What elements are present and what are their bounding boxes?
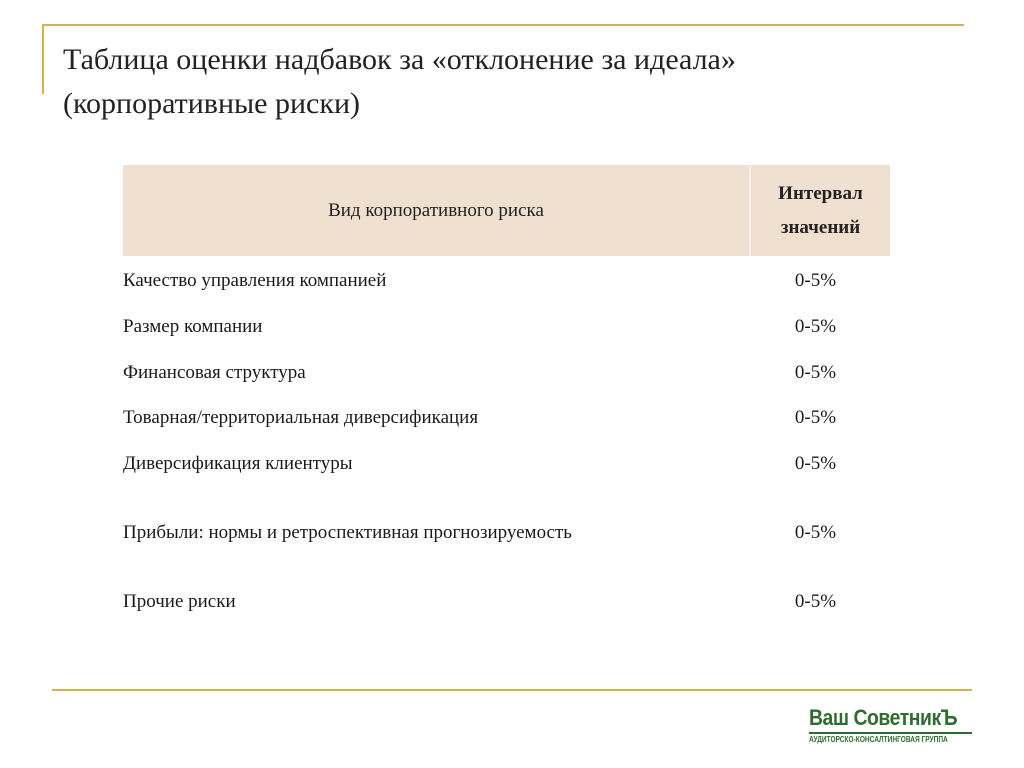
header-interval	[751, 165, 890, 256]
bottom-rule	[52, 689, 972, 691]
header-risk-type: Вид корпоративного риска	[328, 199, 544, 221]
header-interval-line-2: значений	[780, 216, 861, 238]
slide-title-line-1: Таблица оценки надбавок за «отклонение за идеала»	[63, 43, 736, 76]
table-row	[123, 518, 890, 548]
table-header	[123, 165, 890, 256]
table-row	[123, 587, 890, 617]
table-row	[123, 358, 890, 388]
risk-interval: 0-5%	[794, 453, 837, 474]
header-interval-line-1: Интервал	[778, 182, 863, 204]
risk-interval: 0-5%	[794, 407, 837, 428]
risk-name: Диверсификация клиентуры	[123, 453, 353, 474]
risk-name: Прочие риски	[123, 591, 236, 612]
risk-interval: 0-5%	[794, 522, 837, 543]
slide-title-line-2: (корпоративные риски)	[63, 87, 360, 120]
table-row	[123, 266, 890, 296]
top-rule	[42, 24, 964, 26]
company-logo	[809, 706, 973, 746]
risk-interval: 0-5%	[794, 591, 837, 612]
risk-name: Размер компании	[123, 316, 263, 337]
risk-name: Качество управления компанией	[123, 270, 387, 291]
logo-tagline: АУДИТОРСКО-КОНСАЛТИНГОВАЯ ГРУППА	[809, 735, 948, 744]
risk-interval: 0-5%	[794, 316, 837, 337]
risk-name: Товарная/территориальная диверсификация	[123, 407, 479, 428]
logo-underline	[809, 732, 972, 734]
slide-title	[63, 38, 963, 126]
table-row	[123, 449, 890, 479]
risk-name: Прибыли: нормы и ретроспективная прогнозируемость	[123, 522, 572, 543]
risk-name: Финансовая структура	[123, 362, 306, 383]
table-row	[123, 403, 890, 433]
risk-interval: 0-5%	[794, 270, 837, 291]
left-rule	[42, 24, 44, 94]
table-row	[123, 312, 890, 342]
risk-interval: 0-5%	[794, 362, 837, 383]
risk-table	[123, 165, 890, 612]
logo-wordmark: Ваш СоветникЪ	[809, 705, 958, 730]
